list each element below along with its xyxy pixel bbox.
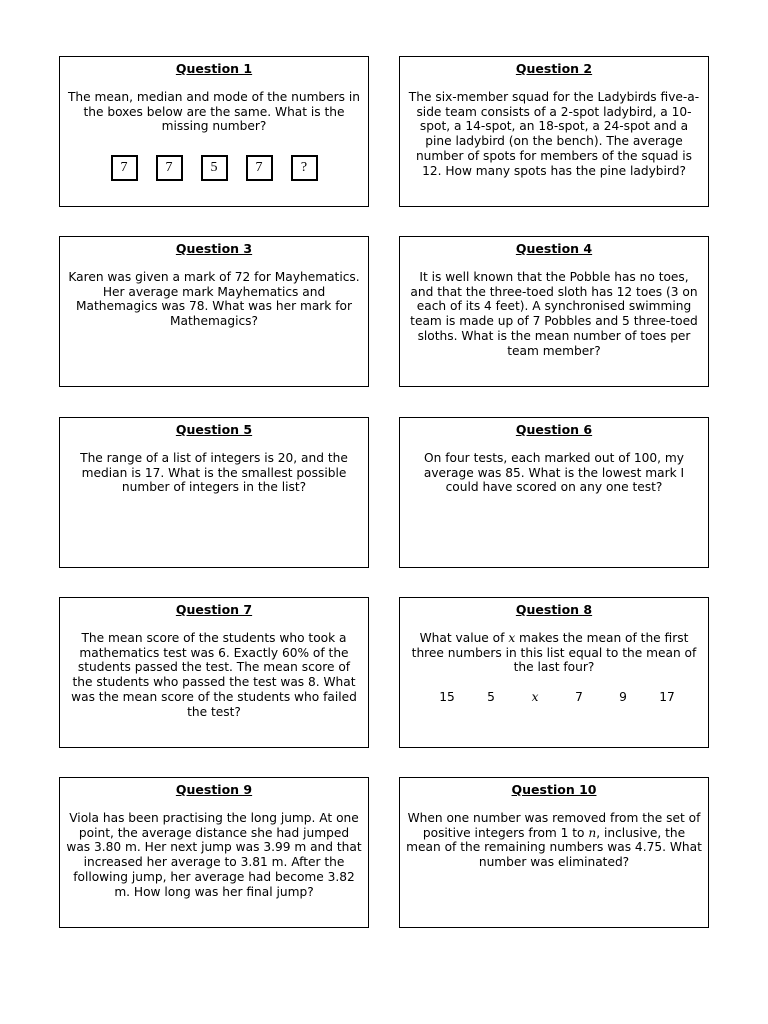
question-card-6 bbox=[399, 417, 709, 568]
question-text bbox=[406, 631, 702, 675]
question-title: Question 4 bbox=[515, 241, 593, 256]
question-card-8 bbox=[399, 597, 709, 748]
question-text-start: What value of bbox=[419, 631, 509, 645]
question-text: On four tests, each marked out of 100, my average was 85. What is the lowest mark I could have scored on any one test? bbox=[423, 451, 685, 495]
number-box: 7 bbox=[111, 155, 138, 181]
list-number: 5 bbox=[487, 690, 495, 705]
number-list bbox=[406, 690, 702, 704]
question-text bbox=[406, 811, 702, 870]
missing-number-box: ? bbox=[291, 155, 318, 181]
question-title: Question 6 bbox=[515, 422, 593, 437]
question-card-1 bbox=[59, 56, 369, 207]
question-card-3 bbox=[59, 236, 369, 387]
list-number: 15 bbox=[439, 690, 455, 705]
question-text: The mean score of the students who took a mathematics test was 6. Exactly 60% of the students passed the test. The mean score of the students who passed the test was 8. What was the mean score of the students who failed the test? bbox=[71, 631, 357, 719]
list-number: 9 bbox=[619, 690, 627, 705]
question-text: Karen was given a mark of 72 for Mayhematics. Her average mark Mayhematics and Mathemagics was 78. What was her mark for Mathemagics? bbox=[68, 270, 360, 329]
question-title: Question 2 bbox=[515, 61, 593, 76]
question-card-2 bbox=[399, 56, 709, 207]
question-title: Question 1 bbox=[175, 61, 253, 76]
question-title: Question 8 bbox=[515, 602, 593, 617]
question-title: Question 7 bbox=[175, 602, 253, 617]
question-text-end: makes the mean of the first three numbers in this list equal to the mean of the last four? bbox=[411, 631, 697, 675]
number-boxes bbox=[66, 155, 362, 181]
number-box: 7 bbox=[156, 155, 183, 181]
number-box: 5 bbox=[201, 155, 228, 181]
question-title: Question 10 bbox=[511, 782, 597, 797]
question-card-10 bbox=[399, 777, 709, 928]
question-text: Viola has been practising the long jump. At one point, the average distance she had jumped was 3.80 m. Her next jump was 3.99 m and that increased her average to 3.81 m. After the following jump, her average had become 3.82 m. How long was her final jump? bbox=[66, 811, 362, 899]
question-text: The six-member squad for the Ladybirds five-a-side team consists of a 2-spot ladybird, a 10-spot, a 14-spot, an 18-spot, a 24-spot and a pine ladybird (on the bench). The average number of spots for members of the squad is 12. How many spots has the pine ladybird? bbox=[408, 90, 700, 178]
question-card-5 bbox=[59, 417, 369, 568]
question-text: The mean, median and mode of the numbers in the boxes below are the same. What is the missing number? bbox=[67, 90, 361, 134]
question-card-4 bbox=[399, 236, 709, 387]
question-card-9 bbox=[59, 777, 369, 928]
list-number: 17 bbox=[659, 690, 675, 705]
question-text-start: When one number was removed from the set of positive integers from 1 to bbox=[407, 811, 701, 840]
question-title: Question 9 bbox=[175, 782, 253, 797]
question-text: It is well known that the Pobble has no toes, and that the three-toed sloth has 12 toes (3 on each of its 4 feet). A synchronised swimming team is made up of 7 Pobbles and 5 three-toed sloths. What is the mean number of toes per team member? bbox=[410, 270, 698, 358]
list-number: 7 bbox=[575, 690, 583, 705]
question-text: The range of a list of integers is 20, and the median is 17. What is the smallest possible number of integers in the list? bbox=[80, 451, 348, 495]
variable-x: x bbox=[508, 631, 516, 645]
variable-n: n bbox=[588, 825, 597, 840]
question-title: Question 5 bbox=[175, 422, 253, 437]
list-variable: x bbox=[531, 690, 539, 705]
number-box: 7 bbox=[246, 155, 273, 181]
question-text-end: , inclusive, the mean of the remaining numbers was 4.75. What number was eliminated? bbox=[406, 825, 702, 870]
question-card-7 bbox=[59, 597, 369, 748]
question-title: Question 3 bbox=[175, 241, 253, 256]
